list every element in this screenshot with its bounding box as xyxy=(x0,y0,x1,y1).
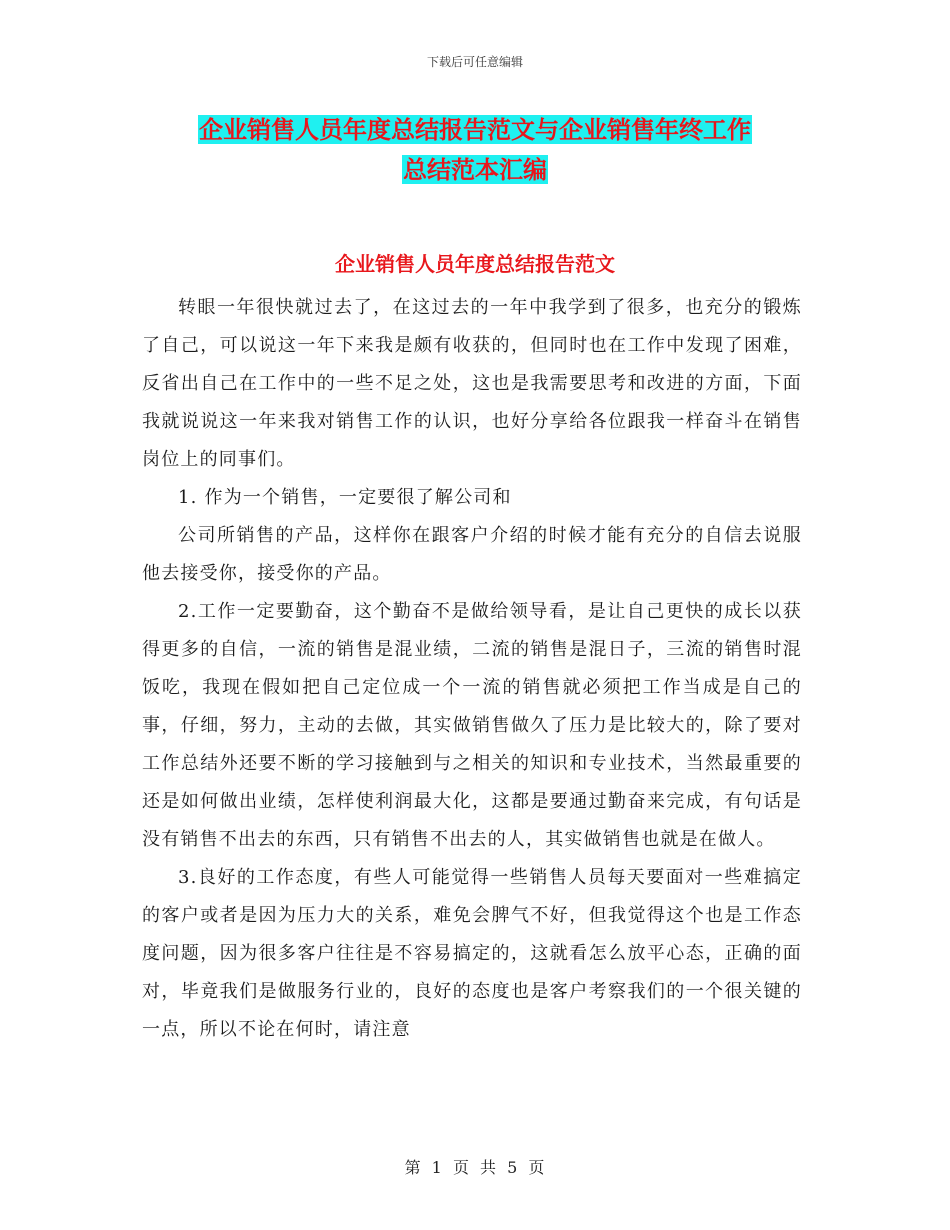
title-line-2: 总结范本汇编 xyxy=(403,155,547,184)
footer-page-number: 1 xyxy=(431,1158,443,1177)
footer-suffix: 页 xyxy=(528,1158,546,1177)
paragraph-item-3: 3.良好的工作态度，有些人可能觉得一些销售人员每天要面对一些难搞定的客户或者是因为压力大的关系，难免会脾气不好，但我觉得这个也是工作态度问题，因为很多客户往往是不容易搞定的，这就看怎么放平心态，正确的面对，毕竟我们是做服务行业的，良好的态度也是客户考察我们的一个很关键的一点，所以不论在何时，请注意 xyxy=(142,867,802,1040)
paragraph-item-1: 1. 作为一个销售，一定要很了解公司和 xyxy=(178,487,512,508)
footer-mid: 页 共 xyxy=(452,1158,498,1177)
section-title: 企业销售人员年度总结报告范文 xyxy=(335,252,615,276)
footer-total-pages: 5 xyxy=(507,1158,519,1177)
title-line-1: 企业销售人员年度总结报告范文与企业销售年终工作 xyxy=(199,115,751,144)
footer-prefix: 第 xyxy=(404,1158,422,1177)
paragraph-item-2: 2.工作一定要勤奋，这个勤奋不是做给领导看，是让自己更快的成长以获得更多的自信，一流的销售是混业绩，二流的销售是混日子，三流的销售时混饭吃，我现在假如把自己定位成一个一流的销售就必须把工作当成是自己的事，仔细，努力，主动的去做，其实做销售做久了压力是比较大的，除了要对工作总结外还要不断的学习接触到与之相关的知识和专业技术，当然最重要的还是如何做出业绩，怎样使利润最大化，这都是要通过勤奋来完成，有句话是没有销售不出去的东西，只有销售不出去的人，其实做销售也就是在做人。 xyxy=(142,601,802,850)
paragraph-intro: 转眼一年很快就过去了，在这过去的一年中我学到了很多，也充分的锻炼了自己，可以说这一年下来我是颇有收获的，但同时也在工作中发现了困难，反省出自己在工作中的一些不足之处，这也是我需要思考和改进的方面，下面我就说说这一年来我对销售工作的认识，也好分享给各位跟我一样奋斗在销售岗位上的同事们。 xyxy=(142,297,802,470)
page-footer xyxy=(0,1155,950,1178)
document-title xyxy=(0,110,950,190)
paragraph-item-1-cont: 公司所销售的产品，这样你在跟客户介绍的时候才能有充分的自信去说服他去接受你，接受你的产品。 xyxy=(142,525,802,584)
header-note: 下载后可任意编辑 xyxy=(426,55,523,69)
body-text xyxy=(142,289,802,1049)
